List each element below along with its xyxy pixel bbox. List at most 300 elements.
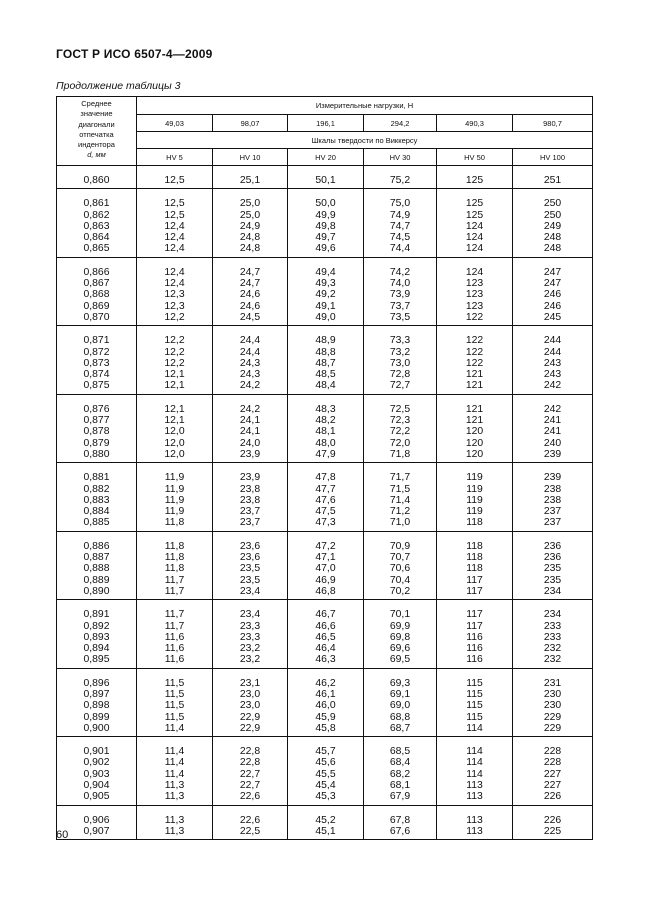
hardness-cell: 73,3: [364, 326, 437, 347]
scale-label: HV 5: [137, 149, 213, 166]
table-row: [57, 438, 593, 449]
hardness-cell: 244: [513, 326, 593, 347]
diagonal-cell: 0,861: [57, 189, 137, 210]
hardness-cell: 12,4: [137, 278, 213, 289]
hardness-cell: 227: [513, 769, 593, 780]
hardness-cell: 11,9: [137, 463, 213, 484]
table-row: [57, 278, 593, 289]
hardness-cell: 118: [437, 531, 513, 552]
hardness-cell: 117: [437, 575, 513, 586]
table-row: [57, 369, 593, 380]
hardness-cell: 71,8: [364, 449, 437, 463]
diagonal-cell: 0,905: [57, 791, 137, 805]
diagonal-cell: 0,877: [57, 415, 137, 426]
diagonal-cell: 0,878: [57, 426, 137, 437]
row-group: [57, 531, 593, 599]
hardness-cell: 72,3: [364, 415, 437, 426]
diagonal-cell: 0,889: [57, 575, 137, 586]
hardness-cell: 124: [437, 232, 513, 243]
hardness-cell: 11,3: [137, 805, 213, 826]
hardness-cell: 117: [437, 586, 513, 600]
load-value: 490,3: [437, 115, 513, 132]
hardness-cell: 122: [437, 312, 513, 326]
hardness-cell: 73,7: [364, 301, 437, 312]
hardness-cell: 241: [513, 426, 593, 437]
table-row: [57, 826, 593, 840]
hardness-cell: 48,7: [288, 358, 364, 369]
hardness-cell: 47,3: [288, 517, 364, 531]
scale-label: HV 30: [364, 149, 437, 166]
hardness-cell: 113: [437, 791, 513, 805]
hardness-cell: 73,9: [364, 289, 437, 300]
hardness-cell: 245: [513, 312, 593, 326]
diagonal-cell: 0,875: [57, 380, 137, 394]
hardness-cell: 12,1: [137, 380, 213, 394]
table-row: [57, 301, 593, 312]
hardness-cell: 67,8: [364, 805, 437, 826]
hardness-cell: 11,8: [137, 552, 213, 563]
hardness-cell: 49,3: [288, 278, 364, 289]
hardness-cell: 250: [513, 210, 593, 221]
hardness-cell: 11,5: [137, 689, 213, 700]
hardness-cell: 49,1: [288, 301, 364, 312]
hardness-cell: 70,7: [364, 552, 437, 563]
diagonal-cell: 0,890: [57, 586, 137, 600]
table-row: [57, 737, 593, 758]
hardness-cell: 71,2: [364, 506, 437, 517]
hardness-cell: 247: [513, 257, 593, 278]
hardness-cell: 75,0: [364, 189, 437, 210]
hardness-cell: 12,3: [137, 301, 213, 312]
hardness-cell: 68,2: [364, 769, 437, 780]
hardness-cell: 24,1: [213, 415, 288, 426]
load-value: 980,7: [513, 115, 593, 132]
hardness-cell: 125: [437, 166, 513, 189]
hardness-cell: 25,0: [213, 189, 288, 210]
hardness-cell: 45,6: [288, 757, 364, 768]
hardness-cell: 73,2: [364, 347, 437, 358]
table-row: [57, 189, 593, 210]
hardness-cell: 121: [437, 394, 513, 415]
hardness-cell: 12,1: [137, 394, 213, 415]
hardness-cell: 23,9: [213, 449, 288, 463]
hardness-cell: 45,5: [288, 769, 364, 780]
hardness-cell: 228: [513, 757, 593, 768]
hardness-cell: 114: [437, 769, 513, 780]
hardness-cell: 227: [513, 780, 593, 791]
stub-header: [57, 97, 137, 166]
hardness-cell: 114: [437, 737, 513, 758]
hardness-cell: 49,2: [288, 289, 364, 300]
hardness-cell: 12,4: [137, 232, 213, 243]
table-row: [57, 426, 593, 437]
hardness-cell: 45,4: [288, 780, 364, 791]
hardness-cell: 243: [513, 369, 593, 380]
hardness-cell: 72,5: [364, 394, 437, 415]
hardness-cell: 12,0: [137, 449, 213, 463]
diagonal-cell: 0,893: [57, 632, 137, 643]
hardness-cell: 48,1: [288, 426, 364, 437]
diagonal-cell: 0,860: [57, 166, 137, 189]
hardness-cell: 48,3: [288, 394, 364, 415]
hardness-cell: 50,1: [288, 166, 364, 189]
hardness-cell: 48,2: [288, 415, 364, 426]
table-row: [57, 257, 593, 278]
hardness-cell: 72,7: [364, 380, 437, 394]
table-row: [57, 632, 593, 643]
hardness-cell: 70,4: [364, 575, 437, 586]
table-row: [57, 415, 593, 426]
hardness-cell: 121: [437, 415, 513, 426]
diagonal-cell: 0,895: [57, 654, 137, 668]
hardness-cell: 12,4: [137, 257, 213, 278]
table-row: [57, 805, 593, 826]
hardness-cell: 24,6: [213, 289, 288, 300]
hardness-cell: 114: [437, 723, 513, 737]
table-row: [57, 689, 593, 700]
hardness-cell: 120: [437, 438, 513, 449]
hardness-cell: 23,6: [213, 552, 288, 563]
diagonal-cell: 0,904: [57, 780, 137, 791]
hardness-cell: 23,2: [213, 643, 288, 654]
table-row: [57, 712, 593, 723]
hardness-cell: 22,7: [213, 780, 288, 791]
table-row: [57, 552, 593, 563]
hardness-cell: 24,8: [213, 243, 288, 257]
hardness-cell: 49,6: [288, 243, 364, 257]
hardness-cell: 47,1: [288, 552, 364, 563]
hardness-cell: 117: [437, 621, 513, 632]
hardness-cell: 74,7: [364, 221, 437, 232]
hardness-cell: 45,3: [288, 791, 364, 805]
hardness-cell: 11,9: [137, 506, 213, 517]
diagonal-cell: 0,906: [57, 805, 137, 826]
hardness-cell: 244: [513, 347, 593, 358]
table-row: [57, 358, 593, 369]
hardness-cell: 24,2: [213, 394, 288, 415]
hardness-cell: 242: [513, 394, 593, 415]
hardness-cell: 235: [513, 575, 593, 586]
load-value: 49,03: [137, 115, 213, 132]
stub-line: d, мм: [87, 150, 106, 160]
hardness-cell: 226: [513, 805, 593, 826]
hardness-cell: 71,5: [364, 484, 437, 495]
hardness-cell: 23,2: [213, 654, 288, 668]
hardness-cell: 22,6: [213, 805, 288, 826]
table-row: [57, 791, 593, 805]
table-row: [57, 347, 593, 358]
table-row: [57, 780, 593, 791]
hardness-cell: 22,8: [213, 737, 288, 758]
hardness-cell: 119: [437, 495, 513, 506]
hardness-cell: 125: [437, 189, 513, 210]
hardness-cell: 49,0: [288, 312, 364, 326]
hardness-cell: 247: [513, 278, 593, 289]
hardness-cell: 11,3: [137, 826, 213, 840]
diagonal-cell: 0,900: [57, 723, 137, 737]
hardness-cell: 11,6: [137, 643, 213, 654]
table-row: [57, 575, 593, 586]
hardness-cell: 22,8: [213, 757, 288, 768]
hardness-cell: 70,1: [364, 600, 437, 621]
diagonal-cell: 0,891: [57, 600, 137, 621]
hardness-cell: 125: [437, 210, 513, 221]
hardness-cell: 232: [513, 654, 593, 668]
diagonal-cell: 0,901: [57, 737, 137, 758]
table-row: [57, 563, 593, 574]
table-row: [57, 769, 593, 780]
hardness-cell: 121: [437, 380, 513, 394]
table-row: [57, 700, 593, 711]
row-group: [57, 463, 593, 531]
table-row: [57, 495, 593, 506]
hardness-cell: 68,7: [364, 723, 437, 737]
hardness-cell: 24,9: [213, 221, 288, 232]
hardness-cell: 23,0: [213, 689, 288, 700]
table-row: [57, 289, 593, 300]
hardness-cell: 75,2: [364, 166, 437, 189]
hardness-cell: 25,1: [213, 166, 288, 189]
hardness-cell: 11,8: [137, 517, 213, 531]
hardness-cell: 119: [437, 506, 513, 517]
hardness-cell: 73,5: [364, 312, 437, 326]
table-row: [57, 621, 593, 632]
diagonal-cell: 0,872: [57, 347, 137, 358]
hardness-cell: 25,0: [213, 210, 288, 221]
table-row: [57, 312, 593, 326]
stub-line: диагонали: [78, 119, 115, 129]
hardness-cell: 12,1: [137, 415, 213, 426]
hardness-cell: 120: [437, 426, 513, 437]
hardness-cell: 24,6: [213, 301, 288, 312]
hardness-cell: 50,0: [288, 189, 364, 210]
hardness-cell: 246: [513, 289, 593, 300]
load-value: 196,1: [288, 115, 364, 132]
hardness-cell: 238: [513, 484, 593, 495]
hardness-cell: 113: [437, 826, 513, 840]
diagonal-cell: 0,894: [57, 643, 137, 654]
hardness-cell: 11,7: [137, 586, 213, 600]
table-row: [57, 394, 593, 415]
diagonal-cell: 0,902: [57, 757, 137, 768]
hardness-cell: 70,9: [364, 531, 437, 552]
hardness-cell: 234: [513, 586, 593, 600]
row-group: [57, 166, 593, 189]
hardness-cell: 23,5: [213, 563, 288, 574]
diagonal-cell: 0,868: [57, 289, 137, 300]
table-row: [57, 326, 593, 347]
hardness-cell: 45,2: [288, 805, 364, 826]
hardness-cell: 246: [513, 301, 593, 312]
hardness-cell: 22,7: [213, 769, 288, 780]
hardness-cell: 46,5: [288, 632, 364, 643]
hardness-cell: 70,6: [364, 563, 437, 574]
hardness-cell: 117: [437, 600, 513, 621]
hardness-cell: 22,6: [213, 791, 288, 805]
hardness-cell: 45,1: [288, 826, 364, 840]
hardness-cell: 67,6: [364, 826, 437, 840]
diagonal-cell: 0,888: [57, 563, 137, 574]
hardness-cell: 115: [437, 668, 513, 689]
hardness-cell: 11,7: [137, 600, 213, 621]
hardness-cell: 242: [513, 380, 593, 394]
table-row: [57, 380, 593, 394]
hardness-cell: 48,8: [288, 347, 364, 358]
hardness-cell: 12,5: [137, 210, 213, 221]
hardness-cell: 48,4: [288, 380, 364, 394]
hardness-cell: 11,6: [137, 632, 213, 643]
hardness-cell: 24,5: [213, 312, 288, 326]
hardness-cell: 69,1: [364, 689, 437, 700]
hardness-cell: 11,3: [137, 791, 213, 805]
hardness-cell: 123: [437, 301, 513, 312]
hardness-cell: 69,6: [364, 643, 437, 654]
hardness-cell: 11,9: [137, 495, 213, 506]
hardness-cell: 69,5: [364, 654, 437, 668]
table-row: [57, 166, 593, 189]
hardness-cell: 46,8: [288, 586, 364, 600]
hardness-cell: 115: [437, 689, 513, 700]
hardness-cell: 12,0: [137, 438, 213, 449]
stub-line: значение: [80, 109, 113, 119]
table-row: [57, 654, 593, 668]
hardness-cell: 45,8: [288, 723, 364, 737]
diagonal-cell: 0,873: [57, 358, 137, 369]
hardness-cell: 72,8: [364, 369, 437, 380]
table-row: [57, 484, 593, 495]
diagonal-cell: 0,892: [57, 621, 137, 632]
hardness-cell: 46,2: [288, 668, 364, 689]
table-row: [57, 449, 593, 463]
hardness-cell: 236: [513, 552, 593, 563]
document-title: ГОСТ Р ИСО 6507-4—2009: [56, 47, 213, 61]
hardness-cell: 48,0: [288, 438, 364, 449]
stub-line: Среднее: [81, 99, 112, 108]
hardness-cell: 239: [513, 463, 593, 484]
hardness-cell: 11,5: [137, 700, 213, 711]
hardness-cell: 70,2: [364, 586, 437, 600]
diagonal-cell: 0,865: [57, 243, 137, 257]
hardness-cell: 74,2: [364, 257, 437, 278]
table-row: [57, 531, 593, 552]
diagonal-cell: 0,863: [57, 221, 137, 232]
diagonal-cell: 0,866: [57, 257, 137, 278]
hardness-cell: 231: [513, 668, 593, 689]
hardness-cell: 23,7: [213, 506, 288, 517]
table-row: [57, 723, 593, 737]
hardness-cell: 229: [513, 712, 593, 723]
hardness-cell: 24,7: [213, 278, 288, 289]
hardness-cell: 23,5: [213, 575, 288, 586]
hardness-cell: 23,6: [213, 531, 288, 552]
hardness-cell: 124: [437, 257, 513, 278]
hardness-cell: 23,9: [213, 463, 288, 484]
hardness-cell: 238: [513, 495, 593, 506]
hardness-cell: 47,5: [288, 506, 364, 517]
scale-label: HV 50: [437, 149, 513, 166]
hardness-cell: 71,7: [364, 463, 437, 484]
hardness-cell: 237: [513, 506, 593, 517]
hardness-cell: 121: [437, 369, 513, 380]
hardness-cell: 225: [513, 826, 593, 840]
hardness-cell: 124: [437, 243, 513, 257]
hardness-cell: 122: [437, 347, 513, 358]
diagonal-cell: 0,887: [57, 552, 137, 563]
diagonal-cell: 0,869: [57, 301, 137, 312]
hardness-cell: 47,6: [288, 495, 364, 506]
hardness-cell: 12,2: [137, 358, 213, 369]
hardness-cell: 251: [513, 166, 593, 189]
hardness-cell: 46,4: [288, 643, 364, 654]
hardness-cell: 248: [513, 232, 593, 243]
hardness-cell: 47,9: [288, 449, 364, 463]
hardness-cell: 12,0: [137, 426, 213, 437]
vickers-hardness-table: [56, 96, 593, 840]
hardness-cell: 250: [513, 189, 593, 210]
hardness-cell: 122: [437, 358, 513, 369]
hardness-cell: 46,1: [288, 689, 364, 700]
hardness-cell: 230: [513, 689, 593, 700]
hardness-cell: 23,3: [213, 632, 288, 643]
diagonal-cell: 0,885: [57, 517, 137, 531]
diagonal-cell: 0,864: [57, 232, 137, 243]
stub-line: отпечатка: [79, 129, 114, 139]
hardness-cell: 68,4: [364, 757, 437, 768]
hardness-cell: 69,0: [364, 700, 437, 711]
diagonal-cell: 0,874: [57, 369, 137, 380]
hardness-cell: 47,0: [288, 563, 364, 574]
hardness-cell: 12,2: [137, 326, 213, 347]
hardness-cell: 46,7: [288, 600, 364, 621]
hardness-cell: 123: [437, 278, 513, 289]
hardness-cell: 49,7: [288, 232, 364, 243]
hardness-cell: 11,4: [137, 769, 213, 780]
hardness-cell: 124: [437, 221, 513, 232]
hardness-cell: 23,8: [213, 484, 288, 495]
hardness-cell: 240: [513, 438, 593, 449]
hardness-cell: 23,8: [213, 495, 288, 506]
hardness-cell: 68,5: [364, 737, 437, 758]
hardness-cell: 24,3: [213, 358, 288, 369]
diagonal-cell: 0,871: [57, 326, 137, 347]
table-row: [57, 600, 593, 621]
hardness-cell: 11,8: [137, 531, 213, 552]
hardness-cell: 24,0: [213, 438, 288, 449]
hardness-cell: 119: [437, 484, 513, 495]
hardness-cell: 24,4: [213, 347, 288, 358]
table-continuation-caption: Продолжение таблицы 3: [56, 80, 181, 92]
hardness-cell: 45,7: [288, 737, 364, 758]
load-value: 98,07: [213, 115, 288, 132]
hardness-cell: 12,3: [137, 289, 213, 300]
diagonal-cell: 0,883: [57, 495, 137, 506]
hardness-cell: 12,1: [137, 369, 213, 380]
hardness-cell: 116: [437, 654, 513, 668]
table-row: [57, 757, 593, 768]
diagonal-cell: 0,886: [57, 531, 137, 552]
hardness-cell: 119: [437, 463, 513, 484]
hardness-cell: 11,8: [137, 563, 213, 574]
loads-header: Измерительные нагрузки, Н: [137, 97, 593, 115]
hardness-cell: 46,9: [288, 575, 364, 586]
hardness-cell: 46,6: [288, 621, 364, 632]
row-group: [57, 326, 593, 394]
page-number: 60: [56, 829, 69, 841]
table-row: [57, 210, 593, 221]
hardness-cell: 243: [513, 358, 593, 369]
hardness-cell: 49,9: [288, 210, 364, 221]
hardness-cell: 239: [513, 449, 593, 463]
